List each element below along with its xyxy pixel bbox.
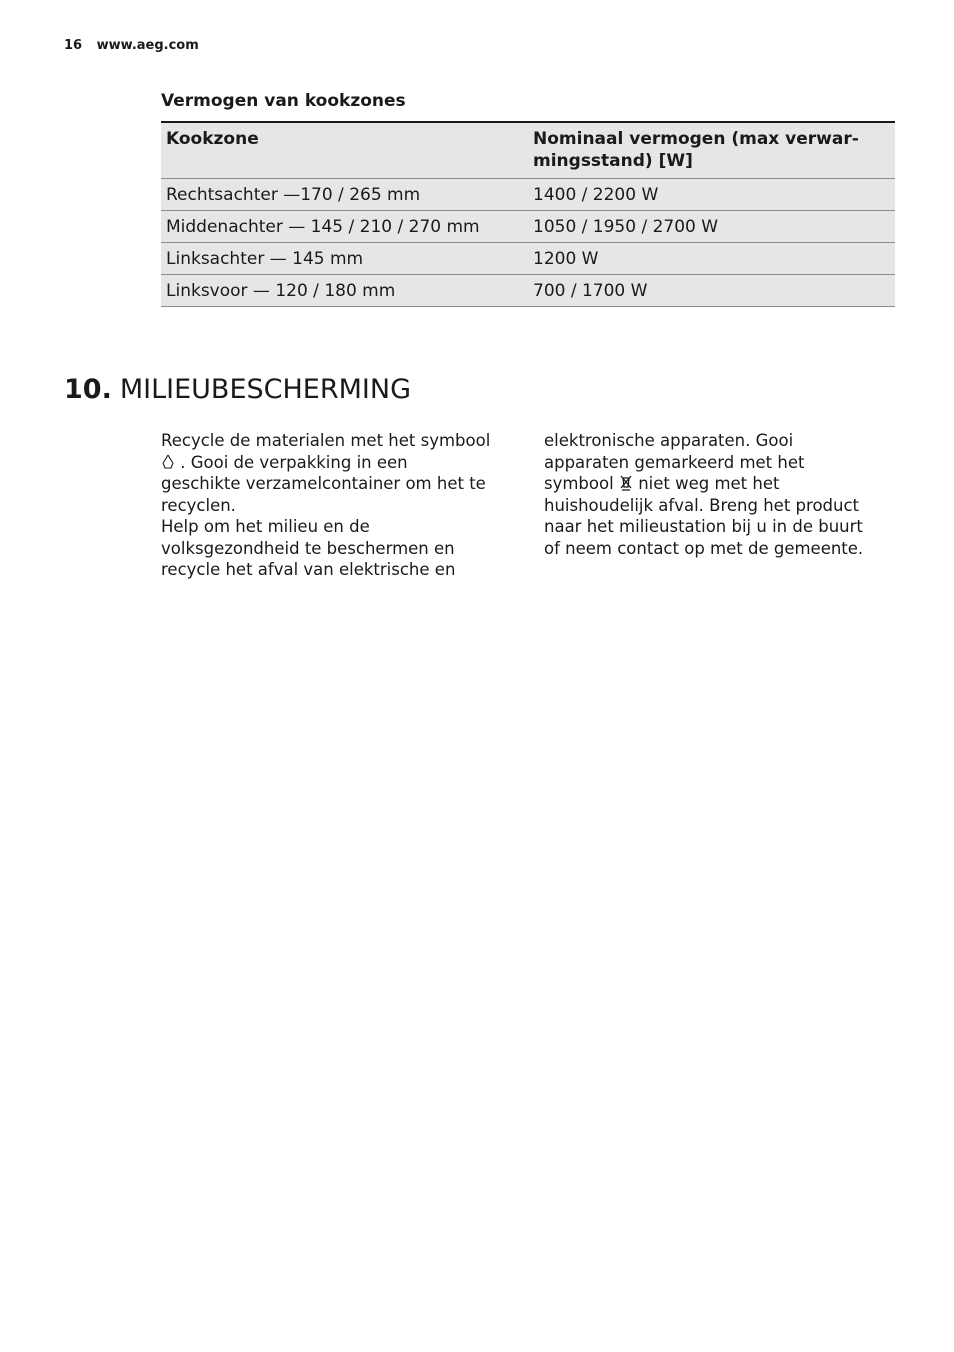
text-span: Recycle de materialen met het symbool <box>161 431 491 450</box>
section-number: 10. <box>64 374 112 405</box>
paragraph <box>161 430 491 516</box>
power-cell: 700 / 1700 W <box>528 275 895 307</box>
table-row <box>161 275 895 307</box>
zone-cell: Middenachter — 145 / 210 / 270 mm <box>161 211 528 243</box>
column-header-zone: Kookzone <box>161 122 528 179</box>
text-span: elektronische apparaten. Gooi apparaten gemarkeerd met het symbool <box>544 431 805 493</box>
section-heading <box>64 374 411 405</box>
power-table <box>161 121 895 307</box>
table-row <box>161 211 895 243</box>
text-span: . Gooi de verpakking in een geschikte verzamelcontainer om het te recyclen. <box>161 452 486 515</box>
section-title: MILIEUBESCHERMING <box>119 374 412 405</box>
zone-cell: Rechtsachter —170 / 265 mm <box>161 179 528 211</box>
left-text-column <box>161 430 491 581</box>
zone-cell: Linksachter — 145 mm <box>161 243 528 275</box>
paragraph <box>544 430 874 559</box>
table-row <box>161 243 895 275</box>
website-url[interactable]: www.aeg.com <box>96 38 199 53</box>
table-title: Vermogen van kookzones <box>161 91 406 111</box>
paragraph: Help om het milieu en de volksgezondheid te beschermen en recycle het afval van elektrische en <box>161 517 456 579</box>
power-cell: 1050 / 1950 / 2700 W <box>528 211 895 243</box>
column-header-power: Nominaal vermogen (max verwar-mingsstand) [W] <box>528 122 895 179</box>
page-number: 16 <box>64 38 83 53</box>
right-text-column <box>544 430 874 559</box>
zone-cell: Linksvoor — 120 / 180 mm <box>161 275 528 307</box>
power-cell: 1400 / 2200 W <box>528 179 895 211</box>
table-row <box>161 179 895 211</box>
crossed-bin-icon <box>619 475 633 491</box>
table-header-row <box>161 122 895 179</box>
page-header <box>64 38 199 53</box>
power-cell: 1200 W <box>528 243 895 275</box>
recycle-icon <box>161 454 175 470</box>
text-span: niet weg met het huishoudelijk afval. Breng het product naar het milieustation bij u in de buurt of neem contact op met de gemeente. <box>544 474 864 558</box>
